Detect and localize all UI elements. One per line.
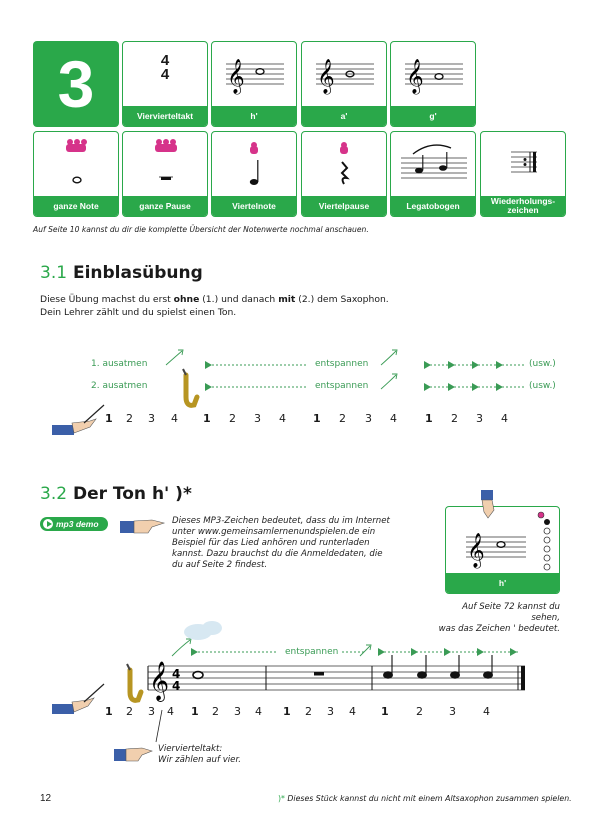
count-number: 4	[171, 412, 178, 425]
section-heading: 3.1 Einblasübung	[40, 263, 203, 283]
time-signature-symbol: 4 4	[160, 52, 170, 83]
overview-hint: Auf Seite 10 kannst du dir die komplette Übersicht der Notenwerte nochmal anschauen.	[33, 225, 369, 234]
pointing-hand-icon	[52, 684, 104, 714]
count-number: 4	[279, 412, 286, 425]
staff-h-icon	[212, 42, 297, 108]
card-label: a'	[302, 106, 386, 126]
usw-label: (usw.)	[529, 359, 556, 369]
card-quarter-rest	[301, 131, 387, 217]
card-label: g'	[391, 106, 475, 126]
fingering-note: Auf Seite 72 kannst du sehen, was das Zeichen ' bedeutet.	[438, 602, 560, 634]
page-number: 12	[40, 793, 52, 804]
staff-a-icon	[302, 42, 387, 108]
count-number: 4	[349, 705, 356, 718]
card-label: h'	[446, 573, 559, 593]
card-note-g	[390, 41, 476, 127]
count-number: 4	[255, 705, 262, 718]
saxophone-icon	[127, 664, 141, 700]
whole-note-icon	[34, 132, 119, 198]
count-number: 2	[229, 412, 236, 425]
count-number: 1	[425, 412, 433, 425]
relax-label: entspannen	[315, 381, 369, 391]
count-number: 4	[501, 412, 508, 425]
svg-text:4: 4	[172, 679, 181, 693]
count-number: 1	[105, 705, 113, 718]
count-number: 3	[449, 705, 456, 718]
count-number: 2	[126, 412, 133, 425]
card-note-a	[301, 41, 387, 127]
card-label: Viertelnote	[212, 196, 296, 216]
card-whole-rest	[122, 131, 208, 217]
count-number: 4	[390, 412, 397, 425]
pointing-hand-icon	[118, 515, 168, 541]
card-label: Viervierteltakt	[123, 106, 207, 126]
count-number: 4	[167, 705, 174, 718]
relax-label: entspannen	[285, 647, 339, 657]
chapter-number: 3	[33, 41, 119, 127]
repeat-sign-icon	[481, 132, 566, 198]
count-number: 2	[212, 705, 219, 718]
svg-text:𝄞: 𝄞	[149, 661, 170, 701]
count-number: 1	[105, 412, 113, 425]
pointing-hand-icon	[112, 743, 154, 769]
count-number: 1	[313, 412, 321, 425]
count-number: 3	[327, 705, 334, 718]
breathing-diagram	[0, 345, 600, 435]
staff-g-icon	[391, 42, 476, 108]
card-repeat	[480, 131, 566, 217]
count-number: 1	[203, 412, 211, 425]
legato-icon	[391, 132, 476, 198]
count-number: 4	[483, 705, 490, 718]
svg-text:𝄞: 𝄞	[227, 59, 245, 94]
svg-text:𝄞: 𝄞	[317, 59, 335, 94]
count-number: 3	[365, 412, 372, 425]
relax-label: entspannen	[315, 359, 369, 369]
usw-label: (usw.)	[529, 381, 556, 391]
section-heading: 3.2 Der Ton h' )*	[40, 484, 192, 504]
count-number: 3	[254, 412, 261, 425]
card-label: ganze Note	[34, 196, 118, 216]
row1-label: 1. ausatmen	[91, 359, 148, 369]
section-intro: Diese Übung machst du erst ohne (1.) und danach mit (2.) dem Saxophon. Dein Lehrer zählt und du spielst einen Ton.	[40, 294, 389, 318]
mp3-explanation: Dieses MP3-Zeichen bedeutet, dass du im Internet unter www.gemeinsamlernenundspielen.de ein Beispiel für das Lied anhören und runterladen kannst. Dazu brauchst du die Anmeldedaten, die du auf Seite 2 findest.	[172, 516, 390, 570]
time-signature-note: Viervierteltakt: Wir zählen auf vier.	[158, 744, 241, 765]
count-number: 3	[148, 705, 155, 718]
card-note-h	[211, 41, 297, 127]
count-number: 3	[234, 705, 241, 718]
count-number: 1	[381, 705, 389, 718]
count-number: 1	[283, 705, 291, 718]
pointing-hand-icon	[52, 405, 104, 435]
card-label: Legatobogen	[391, 196, 475, 216]
card-label: Wiederholungs-zeichen	[481, 196, 565, 216]
svg-text:4: 4	[172, 667, 181, 681]
card-label: Viertelpause	[302, 196, 386, 216]
card-label: h'	[212, 106, 296, 126]
count-number: 3	[148, 412, 155, 425]
whole-rest-icon	[123, 132, 208, 198]
pointing-hand-down-icon	[476, 490, 506, 520]
count-number: 2	[305, 705, 312, 718]
count-number: 2	[339, 412, 346, 425]
saxophone-icon	[183, 369, 197, 405]
play-icon	[43, 519, 53, 529]
count-number: 2	[416, 705, 423, 718]
svg-text:𝄞: 𝄞	[467, 533, 485, 568]
cloud-icon	[184, 621, 222, 640]
mp3-demo-badge[interactable]: mp3 demo	[40, 517, 108, 531]
quarter-rest-icon	[302, 132, 387, 198]
quarter-note-icon	[212, 132, 297, 198]
card-whole-note	[33, 131, 119, 217]
card-quarter-note	[211, 131, 297, 217]
exercise-staff	[0, 612, 600, 747]
count-number: 2	[126, 705, 133, 718]
count-number: 2	[451, 412, 458, 425]
svg-text:𝄞: 𝄞	[406, 59, 424, 94]
card-label: ganze Pause	[123, 196, 207, 216]
footnote: )* Dieses Stück kannst du nicht mit einem Altsaxophon zusammen spielen.	[278, 794, 572, 803]
card-time-signature	[122, 41, 208, 127]
row2-label: 2. ausatmen	[91, 381, 148, 391]
count-number: 1	[191, 705, 199, 718]
card-legato	[390, 131, 476, 217]
count-number: 3	[476, 412, 483, 425]
